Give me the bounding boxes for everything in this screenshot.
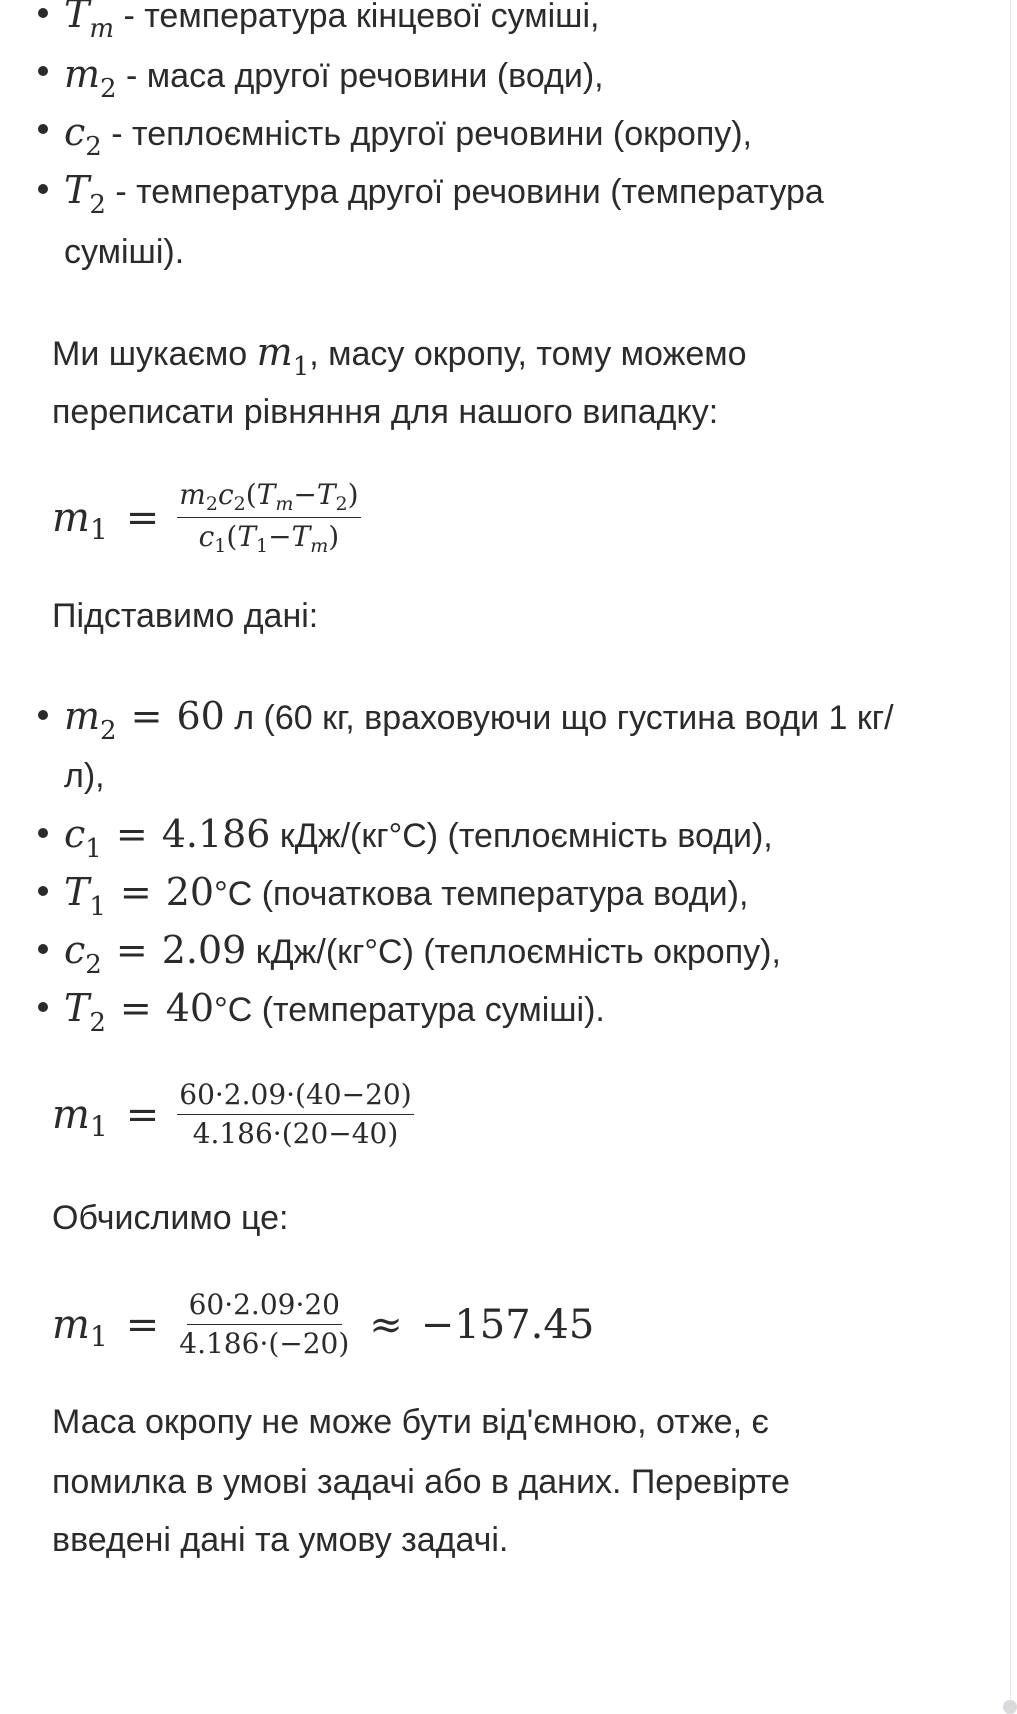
formula-result: m 1 = $\frac{60\cdot 2.09\cdot 20}{4.186\cdot(-20)}$ ≈ −157.45 [52,1288,595,1360]
formula-general: m 1 = $\frac{m_2c_2(T_m-T_2)}{c_1(T_1-T_m)}$ [52,478,359,557]
list-item: $T_2$ - температура другої речовини (температура [64,168,824,220]
formula-substituted: m 1 = $\frac{60\cdot 2.09\cdot(40-20)}{4.186\cdot(20-40)}$ [52,1078,412,1150]
formula-substituted-fraction: $\frac{60\cdot 2.09\cdot(40-20)}{4.186\cdot(20-40)}$ [179,1078,412,1150]
formula-result-fraction: $\frac{60\cdot 2.09\cdot 20}{4.186\cdot(-20)}$ [179,1288,350,1360]
list-bullet [38,124,48,134]
list-item: $c_2$ - теплоємність другої речовини (окропу), [64,110,752,162]
list-bullet [38,1002,48,1012]
data-item-continuation: л), [64,757,105,795]
list-bullet [38,710,48,720]
scroll-track [1010,0,1011,1714]
data-item: $m_2 = 60$ л (60 кг, враховуючи що густина води 1 кг/ [64,694,894,746]
list-item: $m_2$ - маса другої речовини (води), [64,52,604,104]
scroll-thumb[interactable] [1003,1700,1017,1714]
list-bullet [38,66,48,76]
data-item: $c_2 = 2.09$ кДж/(кг°C) (теплоємність окропу), [64,928,781,980]
list-item-continuation: суміші). [64,233,185,271]
list-bullet [38,828,48,838]
paragraph-compute: Обчислимо це: [52,1199,289,1237]
formula-general-fraction: $\frac{m_2c_2(T_m-T_2)}{c_1(T_1-T_m)}$ [179,478,359,557]
conclusion-line: Маса окропу не може бути від'ємною, отже, є [52,1403,769,1441]
paragraph-search-line2: переписати рівняння для нашого випадку: [52,393,719,431]
paragraph-search: Ми шукаємо $m_1$, масу окропу, тому можемо [52,330,747,382]
list-item: $T_m$ - температура кінцевої суміші, [64,0,600,44]
result-value: −157.45 [420,1301,595,1348]
list-bullet [38,886,48,896]
data-item: $T_1 = 20^\circ C$ (початкова температура води), [64,870,749,922]
data-item: $T_2 = 40^\circ C$ (температура суміші). [64,986,605,1038]
data-item: $c_1 = 4.186$ кДж/(кг°C) (теплоємність води), [64,812,773,864]
conclusion-line: помилка в умові задачі або в даних. Перевірте [52,1463,790,1501]
paragraph-substitute: Підставимо дані: [52,597,319,635]
list-bullet [38,184,48,194]
list-bullet [38,8,48,18]
conclusion-line: введені дані та умову задачі. [52,1521,509,1559]
list-bullet [38,944,48,954]
